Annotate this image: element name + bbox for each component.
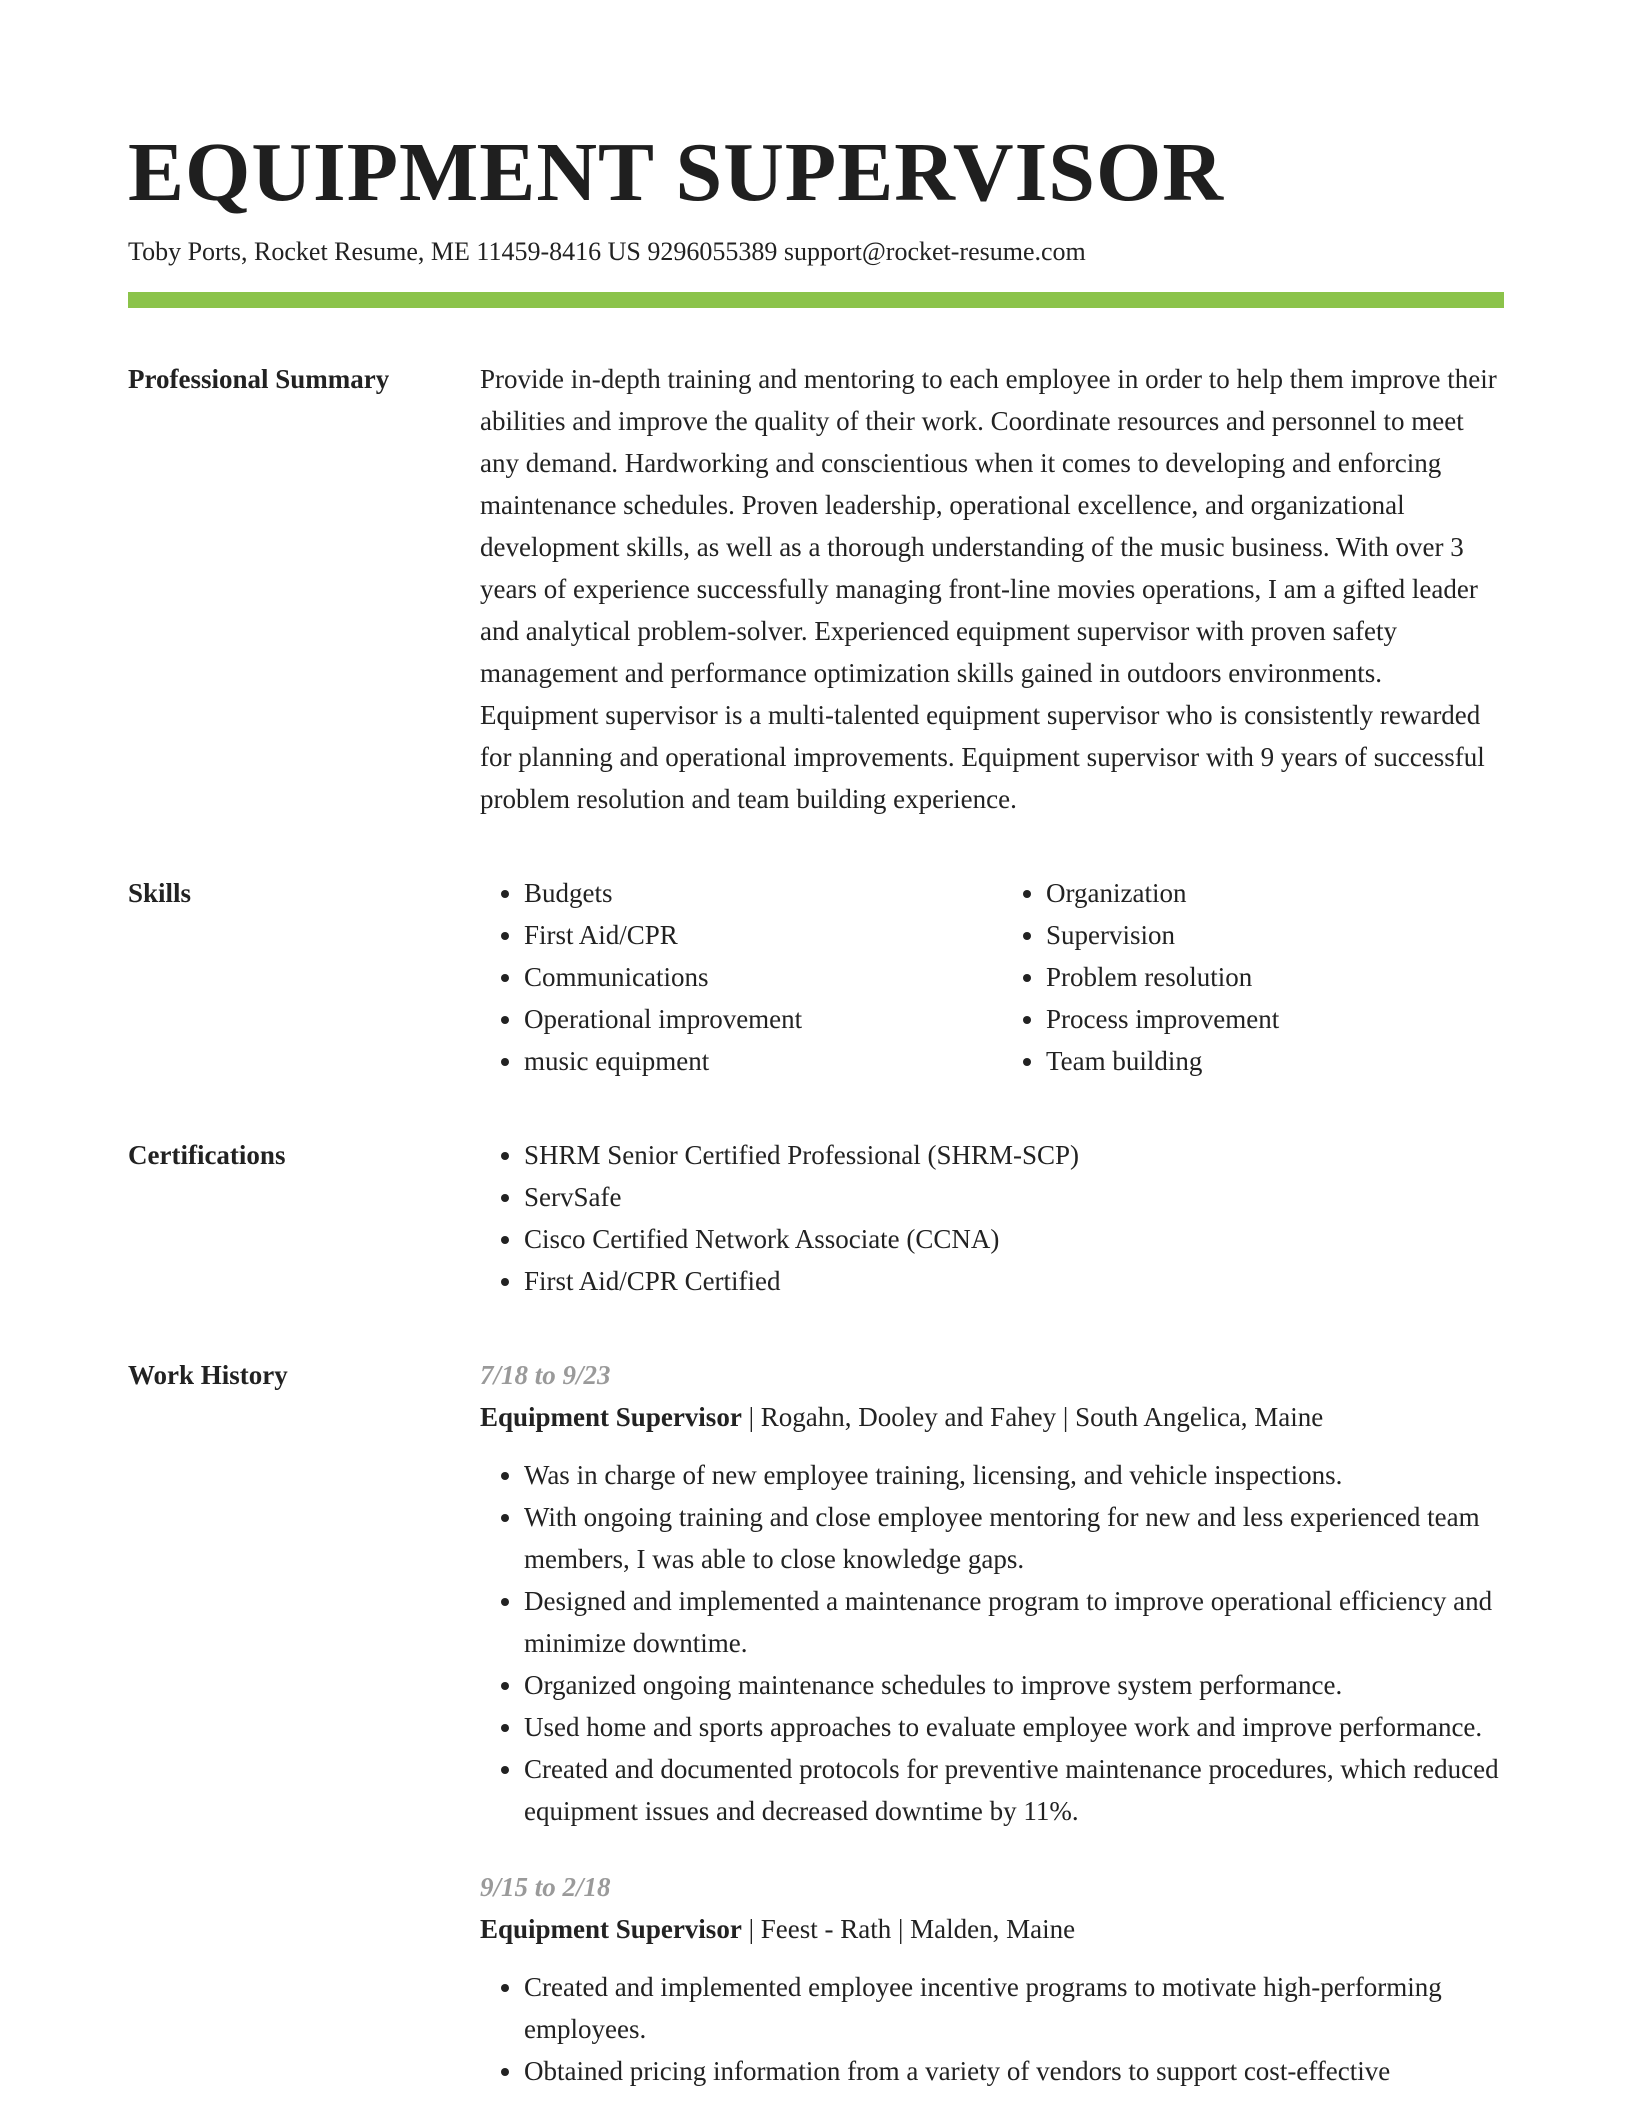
accent-divider bbox=[128, 292, 1504, 308]
skill-item: • Supervision bbox=[1046, 914, 1504, 956]
skills-section bbox=[128, 872, 1504, 1082]
job-details: | Rogahn, Dooley and Fahey | South Angelica, Maine bbox=[741, 1402, 1324, 1432]
certifications-section bbox=[128, 1134, 1504, 1302]
skill-item: • Organization bbox=[1046, 872, 1504, 914]
skills-list-right bbox=[1002, 872, 1504, 1082]
certification-item: • ServSafe bbox=[524, 1176, 1504, 1218]
job-bullet: • With ongoing training and close employee mentoring for new and less experienced team members, I was able to close knowledge gaps. bbox=[524, 1496, 1504, 1580]
job-bullet: • Was in charge of new employee training, licensing, and vehicle inspections. bbox=[524, 1454, 1504, 1496]
skills-list-left bbox=[480, 872, 982, 1082]
job-bullet: • Designed and implemented a maintenance program to improve operational efficiency and minimize downtime. bbox=[524, 1580, 1504, 1664]
skill-item: • music equipment bbox=[524, 1040, 982, 1082]
skill-item: • Operational improvement bbox=[524, 998, 982, 1040]
work-history-label: Work History bbox=[128, 1360, 288, 1390]
job-dates: 9/15 to 2/18 bbox=[480, 1872, 611, 1902]
resume-page bbox=[128, 118, 1504, 2092]
certification-item: • First Aid/CPR Certified bbox=[524, 1260, 1504, 1302]
job-position: Equipment Supervisor bbox=[480, 1402, 742, 1432]
work-history-section bbox=[128, 1354, 1504, 2092]
certifications-label: Certifications bbox=[128, 1140, 286, 1170]
job-header bbox=[480, 1396, 1504, 1438]
contact-line: Toby Ports, Rocket Resume, ME 11459-8416 US 9296055389 support@rocket-resume.com bbox=[128, 237, 1086, 266]
skill-item: • Process improvement bbox=[1046, 998, 1504, 1040]
job-bullets bbox=[480, 1454, 1504, 1832]
skill-item: • Team building bbox=[1046, 1040, 1504, 1082]
job-bullet: • Created and documented protocols for preventive maintenance procedures, which reduced equipment issues and decreased downtime by 11%. bbox=[524, 1748, 1504, 1832]
job-bullet: • Organized ongoing maintenance schedules to improve system performance. bbox=[524, 1664, 1504, 1706]
summary-section bbox=[128, 358, 1504, 820]
job-bullet: • Obtained pricing information from a variety of vendors to support cost-effective bbox=[524, 2050, 1504, 2092]
certification-item: • Cisco Certified Network Associate (CCNA) bbox=[524, 1218, 1504, 1260]
job-details: | Feest - Rath | Malden, Maine bbox=[741, 1914, 1076, 1944]
job-entry bbox=[480, 1866, 1504, 2092]
job-bullet: • Used home and sports approaches to evaluate employee work and improve performance. bbox=[524, 1706, 1504, 1748]
job-position: Equipment Supervisor bbox=[480, 1914, 742, 1944]
skills-label: Skills bbox=[128, 878, 192, 908]
certification-item: • SHRM Senior Certified Professional (SHRM-SCP) bbox=[524, 1134, 1504, 1176]
job-header bbox=[480, 1908, 1504, 1950]
job-bullet: • Created and implemented employee incentive programs to motivate high-performing employees. bbox=[524, 1966, 1504, 2050]
skill-item: • Budgets bbox=[524, 872, 982, 914]
job-bullets bbox=[480, 1966, 1504, 2092]
skill-item: • Problem resolution bbox=[1046, 956, 1504, 998]
job-entry bbox=[480, 1354, 1504, 1832]
summary-label: Professional Summary bbox=[128, 364, 390, 394]
skill-item: • Communications bbox=[524, 956, 982, 998]
job-dates: 7/18 to 9/23 bbox=[480, 1360, 611, 1390]
resume-title: EQUIPMENT SUPERVISOR bbox=[128, 126, 1225, 219]
skill-item: • First Aid/CPR bbox=[524, 914, 982, 956]
summary-text: Provide in-depth training and mentoring to each employee in order to help them improve their abilities and improve the quality of their work. Coordinate resources and personnel to meet any demand. Hardworking and conscientious when it comes to developing and enforcing maintenance schedules. Proven leadership, operational excellence, and organizational development skills, as well as a thorough understanding of the music business. With over 3 years of experience successfully managing front-line movies operations, I am a gifted leader and analytical problem-solver. Experienced equipment supervisor with proven safety management and performance optimization skills gained in outdoors environments. Equipment supervisor is a multi-talented equipment supervisor who is consistently rewarded for planning and operational improvements. Equipment supervisor with 9 years of successful problem resolution and team building experience. bbox=[480, 364, 1497, 814]
certifications-list bbox=[480, 1134, 1504, 1302]
